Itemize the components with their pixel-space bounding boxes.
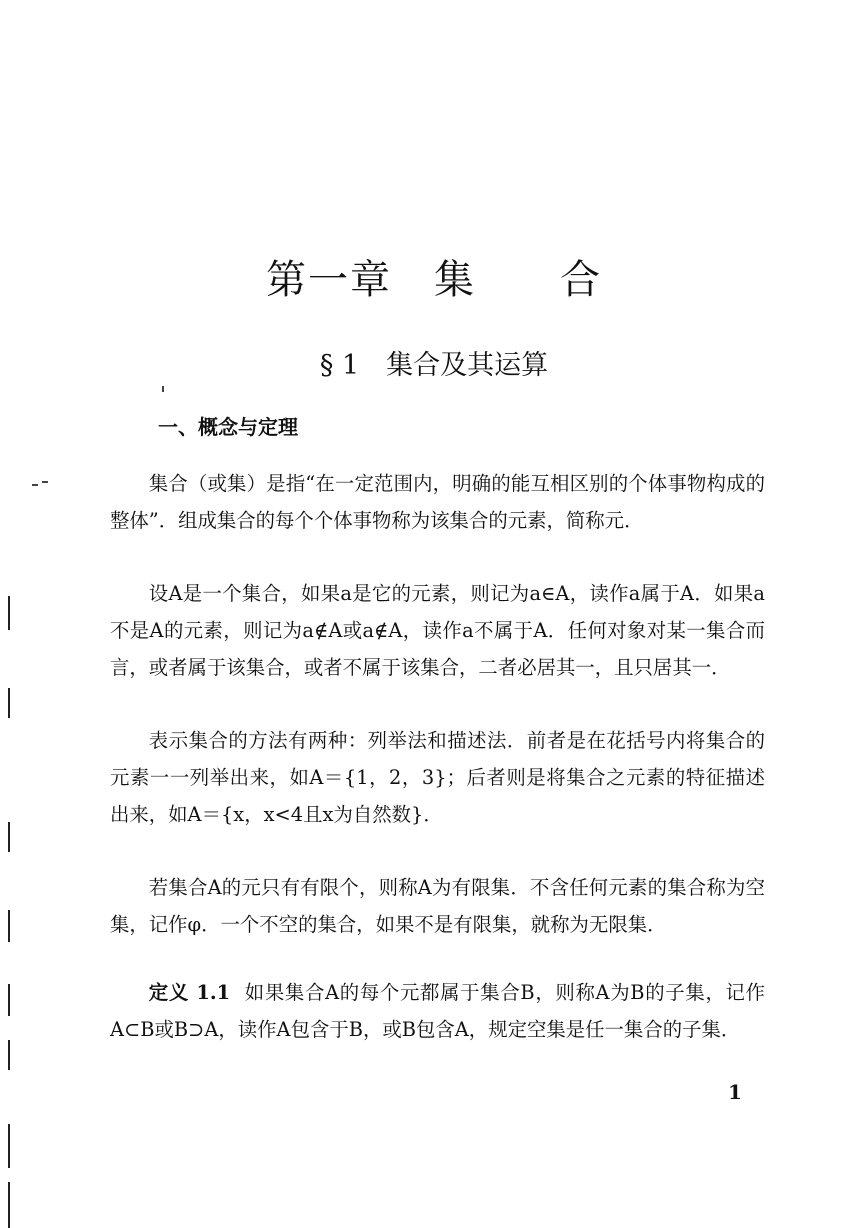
definition-label: 定义 1.1 <box>148 981 231 1005</box>
scan-margin-mark <box>8 596 10 630</box>
definition-text: 如果集合A的每个元都属于集合B，则称A为B的子集，记作A⊂B或B⊃A，读作A包含于B，或B包含A，规定空集是任一集合的子集． <box>110 981 765 1042</box>
subsection-heading: 一、概念与定理 <box>158 415 298 439</box>
scan-speck <box>42 481 48 483</box>
scan-speck <box>162 386 164 392</box>
section-title: § 1 集合及其运算 <box>319 350 549 381</box>
paragraph-representation: 表示集合的方法有两种：列举法和描述法．前者是在花括号内将集合的元素一一列举出来，如A＝{1，2，3}；后者则是将集合之元素的特征描述出来，如A＝{x，x<4且x为自然数}． <box>110 729 765 827</box>
paragraph-set-definition: 集合（或集）是指“在一定范围内，明确的能互相区别的个体事物构成的整体”．组成集合的每个个体事物称为该集合的元素，简称元． <box>110 472 765 533</box>
page-number: 1 <box>728 1080 742 1104</box>
scan-margin-mark <box>8 1182 10 1228</box>
paragraph-finite-sets: 若集合A的元只有有限个，则称A为有限集．不含任何元素的集合称为空集，记作φ．一个不空的集合，如果不是有限集，就称为无限集． <box>110 876 765 937</box>
scan-margin-mark <box>8 910 10 942</box>
scan-margin-mark <box>8 822 10 852</box>
definition-block <box>110 974 765 1048</box>
scan-margin-mark <box>8 1124 10 1168</box>
scan-margin-mark <box>8 984 10 1016</box>
scan-margin-mark <box>8 688 10 718</box>
scan-margin-mark <box>8 1040 10 1070</box>
chapter-title: 第一章 集 合 <box>266 257 602 303</box>
paragraph-membership: 设A是一个集合，如果a是它的元素，则记为a∈A，读作a属于A．如果a不是A的元素，则记为a∉A或a∉A，读作a不属于A．任何对象对某一集合而言，或者属于该集合，或者不属于该集合，二者必居其一，且只居其一． <box>110 582 765 680</box>
scan-speck <box>32 484 38 486</box>
